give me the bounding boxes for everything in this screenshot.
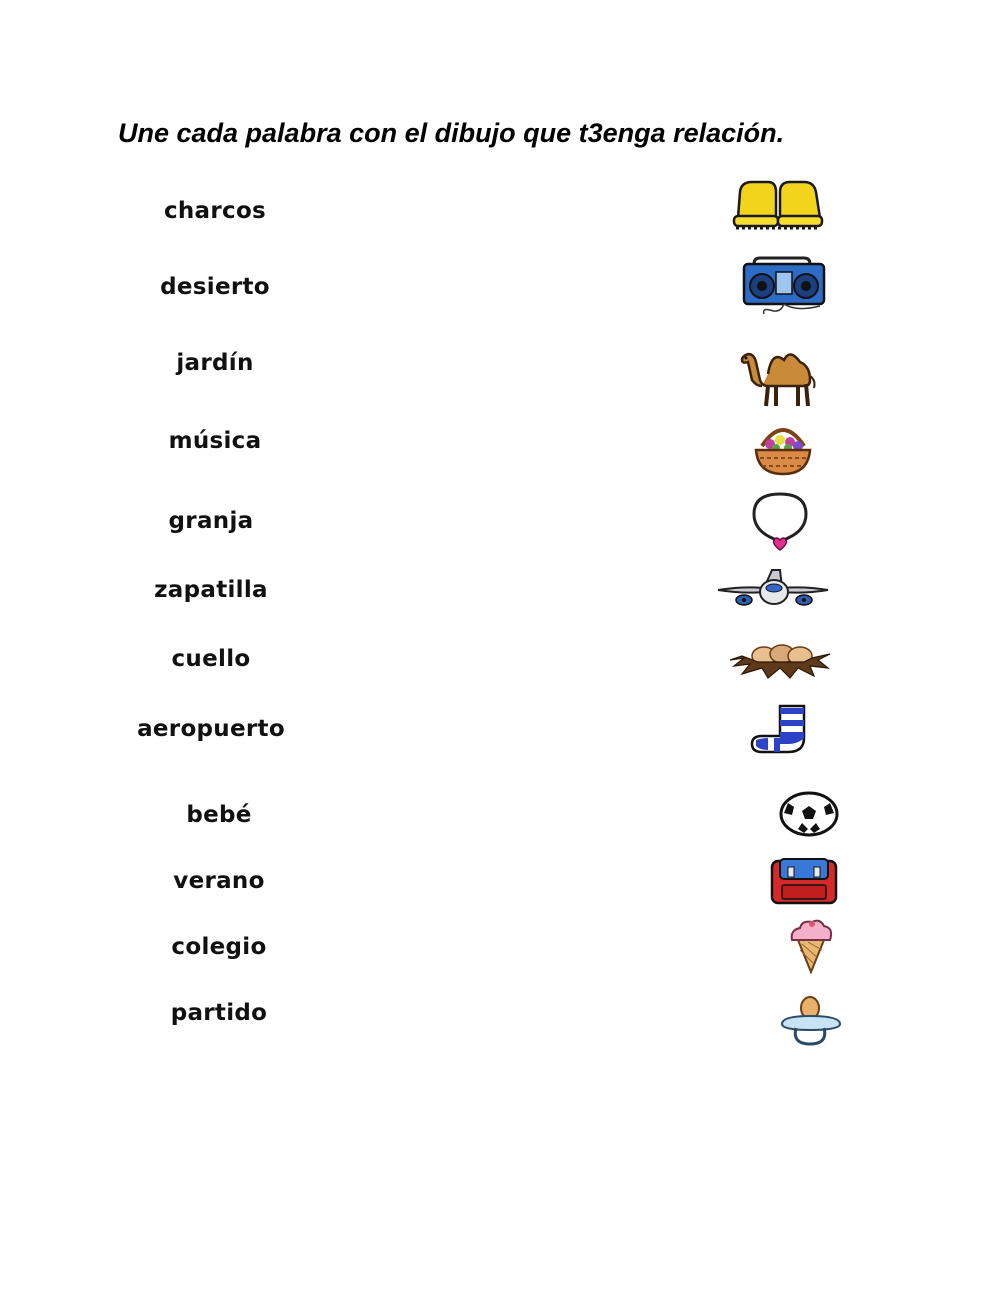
airplane-icon[interactable] bbox=[714, 568, 832, 612]
word-granja[interactable]: granja bbox=[168, 508, 254, 534]
instruction-title: Une cada palabra con el dibujo que t3enga relación. bbox=[118, 118, 785, 148]
baby-pacifier-icon[interactable] bbox=[778, 994, 860, 1050]
word-musica[interactable]: música bbox=[168, 428, 262, 454]
word-verano[interactable]: verano bbox=[173, 868, 265, 894]
heart-necklace-icon[interactable] bbox=[748, 490, 812, 554]
word-jardin[interactable]: jardín bbox=[176, 350, 254, 376]
word-desierto[interactable]: desierto bbox=[160, 274, 270, 300]
word-bebe[interactable]: bebé bbox=[186, 802, 252, 828]
word-colegio[interactable]: colegio bbox=[171, 934, 267, 960]
word-cuello[interactable]: cuello bbox=[171, 646, 251, 672]
soccer-ball-icon[interactable] bbox=[778, 791, 840, 837]
word-charcos[interactable]: charcos bbox=[163, 198, 267, 224]
yellow-boots-icon[interactable] bbox=[732, 178, 824, 232]
word-aeropuerto[interactable]: aeropuerto bbox=[137, 716, 285, 742]
camel-icon[interactable] bbox=[738, 340, 818, 410]
striped-sock-icon[interactable] bbox=[748, 702, 812, 758]
school-backpack-icon[interactable] bbox=[768, 855, 840, 907]
word-partido[interactable]: partido bbox=[170, 1000, 268, 1026]
ice-cream-cone-icon[interactable] bbox=[786, 918, 836, 974]
word-zapatilla[interactable]: zapatilla bbox=[154, 577, 268, 603]
boombox-radio-icon[interactable] bbox=[740, 256, 828, 318]
flower-basket-icon[interactable] bbox=[752, 420, 814, 478]
bird-nest-icon[interactable] bbox=[728, 636, 832, 680]
